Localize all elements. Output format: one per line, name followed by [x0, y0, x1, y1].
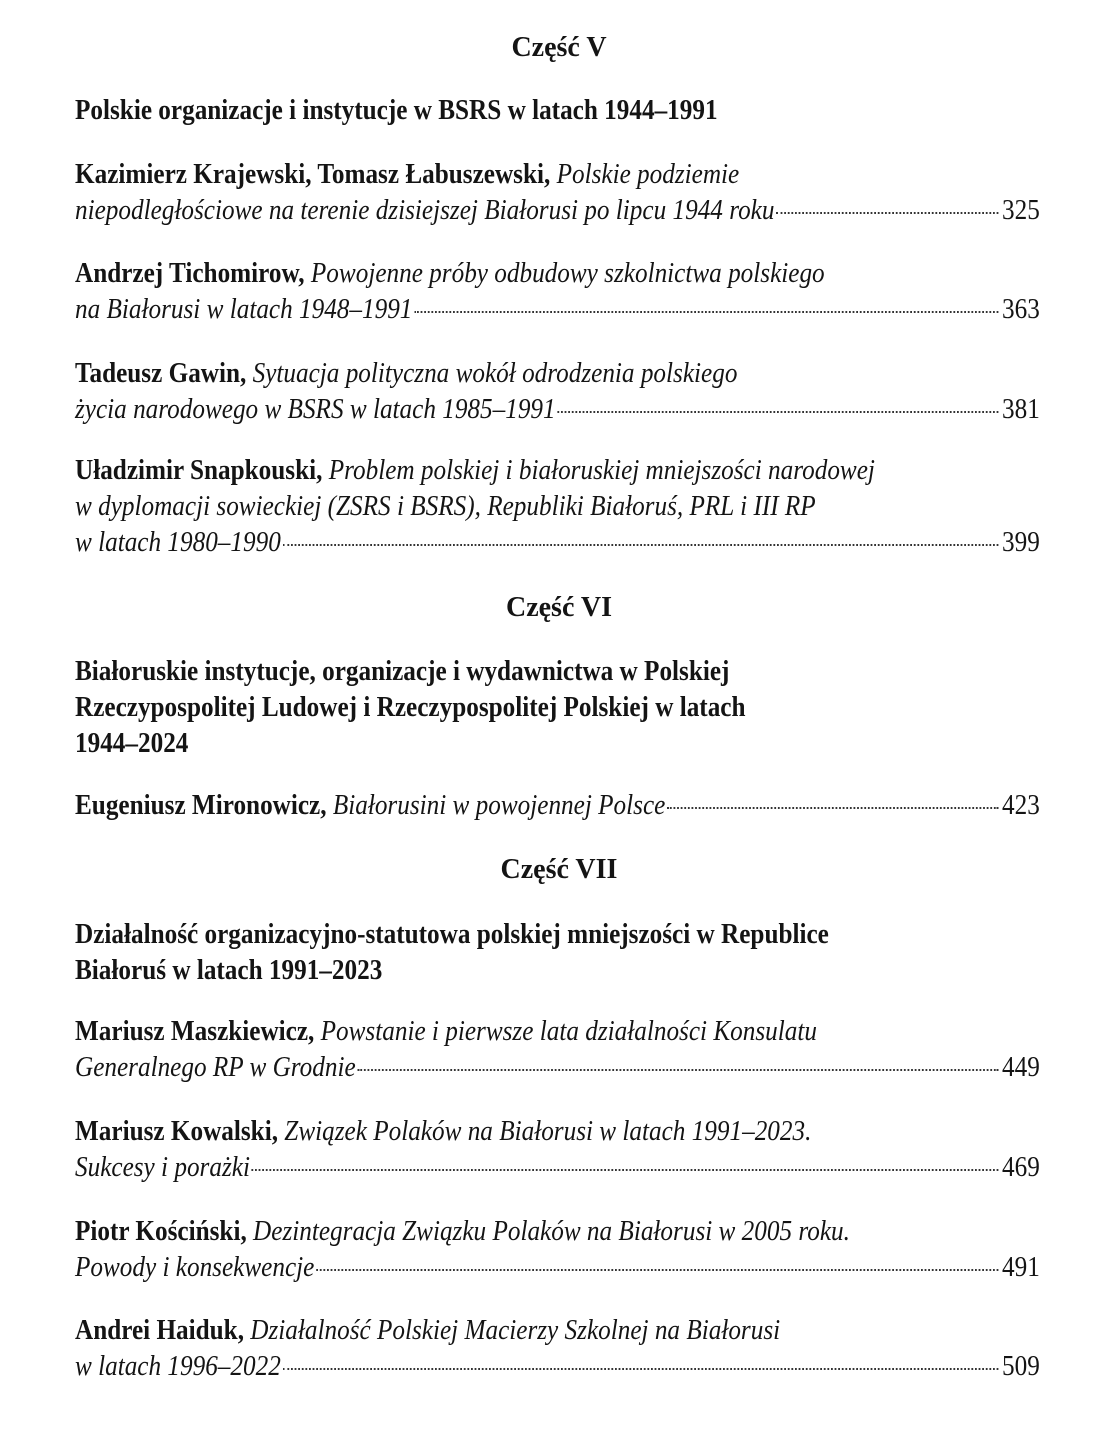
part-heading: Część VI [505, 592, 612, 623]
section-title-line: Rzeczypospolitej Ludowej i Rzeczypospolitej Polskiej w latach [75, 692, 746, 723]
entry-title-line: Powstanie i pierwsze lata działalności Konsulatu [320, 1016, 817, 1047]
entry-title-line: Białorusini w powojennej Polsce [332, 790, 666, 821]
entry-author: Mariusz Maszkiewicz, [75, 1016, 315, 1047]
section-heading [75, 654, 1040, 762]
dot-leader [283, 544, 999, 546]
entry-title-line: Problem polskiej i białoruskiej mniejszości narodowej [328, 455, 875, 486]
toc-entry[interactable] [75, 356, 1040, 428]
section-title-line: Białoruś w latach 1991–2023 [75, 955, 383, 986]
entry-title-line: niepodległościowe na terenie dzisiejszej Białorusi po lipcu 1944 roku [75, 195, 775, 226]
section-title-line: 1944–2024 [75, 728, 189, 759]
toc-entry[interactable] [75, 453, 1040, 561]
entry-page-number: 325 [1002, 195, 1040, 226]
entry-page-number: 423 [1002, 790, 1040, 821]
part-heading: Część V [511, 32, 607, 63]
entry-title-line: Generalnego RP w Grodnie [75, 1052, 356, 1083]
entry-page-number: 399 [1002, 527, 1040, 558]
entry-title-line: Powojenne próby odbudowy szkolnictwa polskiego [310, 258, 825, 289]
toc-entry[interactable] [75, 1014, 1040, 1086]
toc-entry[interactable] [75, 1214, 1040, 1286]
toc-entry[interactable] [75, 1114, 1040, 1186]
entry-author: Andrei Haiduk, [75, 1315, 245, 1346]
entry-title-line: życia narodowego w BSRS w latach 1985–1991 [75, 394, 556, 425]
entry-title-line: w latach 1996–2022 [75, 1351, 281, 1382]
entry-author: Uładzimir Snapkouski, [75, 455, 323, 486]
section-heading [75, 917, 1040, 989]
entry-title-line: Działalność Polskiej Macierzy Szkolnej na Białorusi [250, 1315, 781, 1346]
entry-page-number: 469 [1002, 1152, 1040, 1183]
entry-page-number: 491 [1002, 1252, 1040, 1283]
entry-author: Tadeusz Gawin, [75, 358, 247, 389]
part-heading: Część VII [500, 854, 618, 885]
dot-leader [357, 1069, 998, 1071]
entry-title-line: Dezintegracja Związku Polaków na Białorusi w 2005 roku. [253, 1216, 850, 1247]
entry-title-line: Związek Polaków na Białorusi w latach 1991–2023. [284, 1116, 812, 1147]
section-title: Polskie organizacje i instytucje w BSRS w latach 1944–1991 [75, 95, 718, 126]
dot-leader [776, 212, 998, 214]
entry-title-line: w latach 1980–1990 [75, 527, 281, 558]
entry-page-number: 509 [1002, 1351, 1040, 1382]
dot-leader [252, 1169, 999, 1171]
entry-page-number: 449 [1002, 1052, 1040, 1083]
entry-title-line: Sukcesy i porażki [75, 1152, 250, 1183]
entry-author: Kazimierz Krajewski, Tomasz Łabuszewski, [75, 159, 551, 190]
dot-leader [557, 411, 998, 413]
toc-entry[interactable] [75, 788, 1040, 824]
entry-title-line: Polskie podziemie [556, 159, 740, 190]
toc-entry[interactable] [75, 157, 1040, 229]
dot-leader [316, 1269, 998, 1271]
entry-author: Mariusz Kowalski, [75, 1116, 279, 1147]
dot-leader [283, 1368, 999, 1370]
entry-title-line: Powody i konsekwencje [75, 1252, 315, 1283]
dot-leader [667, 807, 998, 809]
dot-leader [414, 311, 998, 313]
section-title-line: Białoruskie instytucje, organizacje i wydawnictwa w Polskiej [75, 656, 730, 687]
entry-author: Piotr Kościński, [75, 1216, 247, 1247]
entry-title-line: na Białorusi w latach 1948–1991 [75, 294, 413, 325]
entry-author: Andrzej Tichomirow, [75, 258, 305, 289]
entry-page-number: 363 [1002, 294, 1040, 325]
entry-page-number: 381 [1002, 394, 1040, 425]
toc-entry[interactable] [75, 256, 1040, 328]
entry-title-line: w dyplomacji sowieckiej (ZSRS i BSRS), Republiki Białoruś, PRL i III RP [75, 491, 816, 522]
section-heading [75, 93, 1040, 129]
section-title-line: Działalność organizacyjno-statutowa polskiej mniejszości w Republice [75, 919, 829, 950]
entry-author: Eugeniusz Mironowicz, [75, 790, 327, 821]
entry-title-line: Sytuacja polityczna wokół odrodzenia polskiego [252, 358, 738, 389]
toc-entry[interactable] [75, 1313, 1040, 1385]
